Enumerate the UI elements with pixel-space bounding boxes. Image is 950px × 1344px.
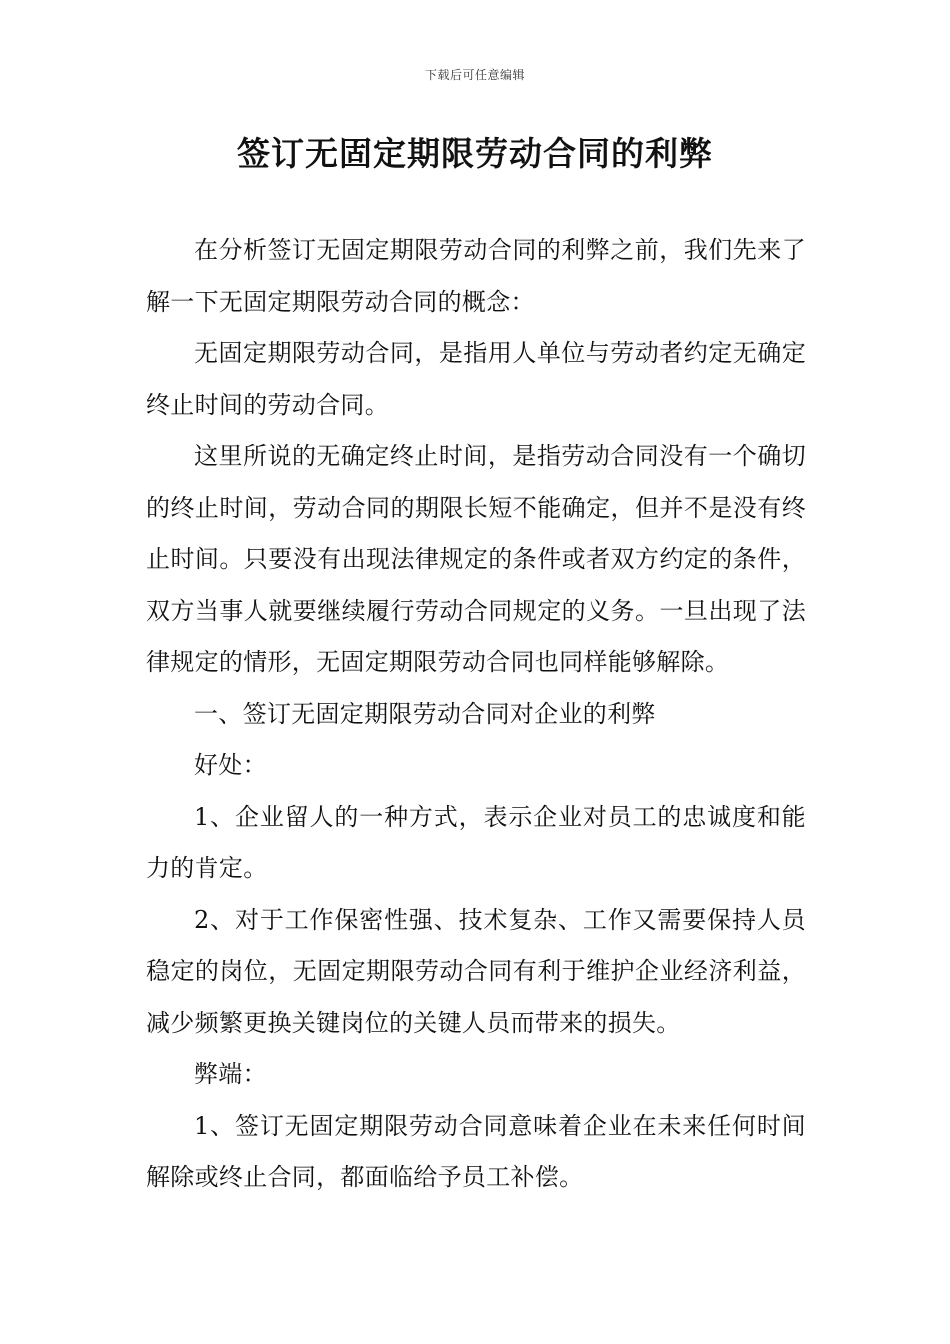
section-heading-enterprise: 一、签订无固定期限劳动合同对企业的利弊: [194, 699, 656, 728]
subheading-advantages: 好处：: [194, 751, 267, 779]
header-note: 下载后可任意编辑: [424, 68, 525, 82]
document-body: [146, 225, 806, 1204]
advantage-item-1: 1、企业留人的一种方式，表示企业对员工的忠诚度和能力的肯定。: [146, 802, 806, 882]
disadvantage-item-1: 1、签订无固定期限劳动合同意味着企业在未来任何时间解除或终止合同，都面临给予员工补偿。: [146, 1111, 806, 1191]
document-title: 签订无固定期限劳动合同的利弊: [237, 134, 713, 173]
advantage-item-2: 2、对于工作保密性强、技术复杂、工作又需要保持人员稳定的岗位，无固定期限劳动合同有利于维护企业经济利益，减少频繁更换关键岗位的关键人员而带来的损失。: [146, 905, 806, 1037]
subheading-disadvantages: 弊端：: [194, 1060, 267, 1088]
paragraph-explanation: 这里所说的无确定终止时间，是指劳动合同没有一个确切的终止时间，劳动合同的期限长短不能确定，但并不是没有终止时间。只要没有出现法律规定的条件或者双方约定的条件，双方当事人就要继续履行劳动合同规定的义务。一旦出现了法律规定的情形，无固定期限劳动合同也同样能够解除。: [146, 442, 806, 676]
paragraph-definition: 无固定期限劳动合同，是指用人单位与劳动者约定无确定终止时间的劳动合同。: [146, 339, 806, 419]
paragraph-intro: 在分析签订无固定期限劳动合同的利弊之前，我们先来了解一下无固定期限劳动合同的概念：: [146, 236, 806, 316]
